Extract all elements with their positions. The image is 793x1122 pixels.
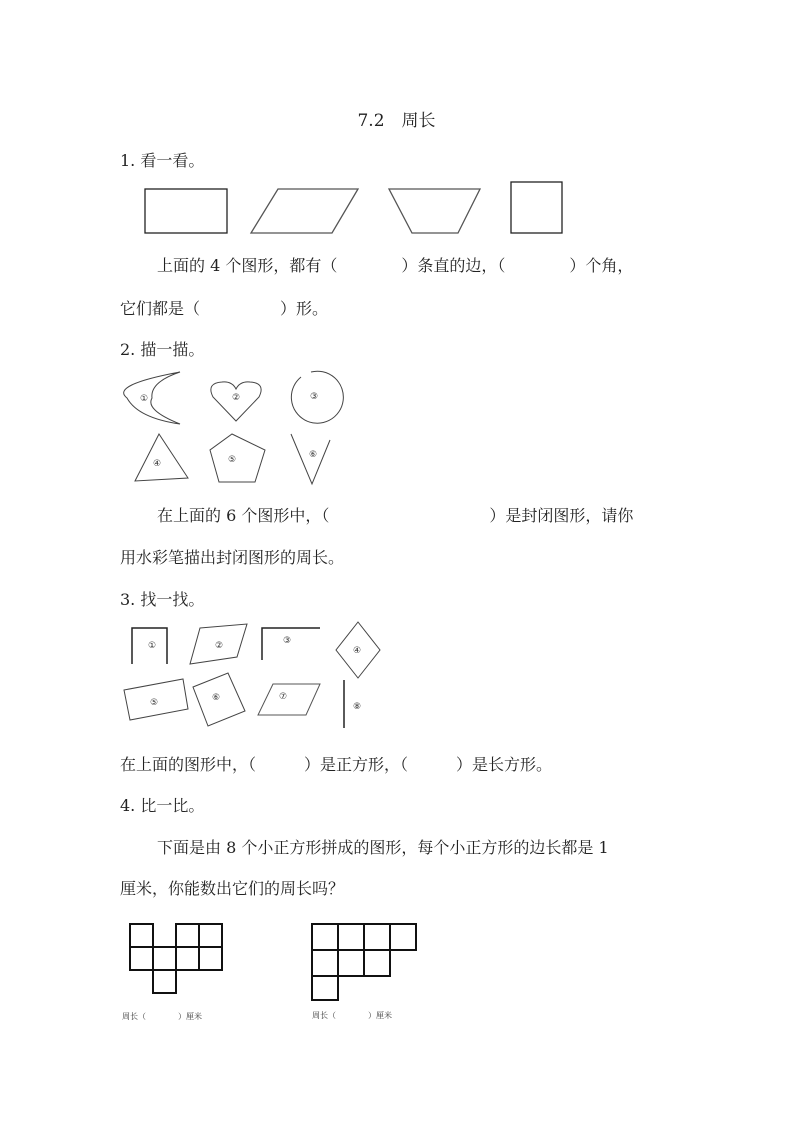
square-shape <box>511 182 562 233</box>
q4-line1: 下面是由 8 个小正方形拼成的图形，每个小正方形的边长都是 1 <box>157 838 609 857</box>
figure-a-caption: 周长（ ）厘米 <box>122 1012 202 1021</box>
page-title: 7.2 周长 <box>357 111 436 131</box>
label-5: ⑤ <box>149 698 159 708</box>
q4-figure-b <box>312 924 416 1000</box>
label-5: ⑤ <box>227 455 237 465</box>
label-3: ③ <box>309 392 319 402</box>
label-3: ③ <box>282 636 292 646</box>
label-1: ① <box>139 394 149 404</box>
label-7: ⑦ <box>278 692 288 702</box>
figure-b-caption: 周长（ ）厘米 <box>312 1011 392 1020</box>
parallelogram-3-shape <box>258 684 320 715</box>
crescent-shape <box>124 372 180 424</box>
q4-heading: 4. 比一比。 <box>120 796 205 815</box>
q3-line1: 在上面的图形中，（ ）是正方形，（ ）是长方形。 <box>120 755 553 774</box>
pentagon-shape <box>210 434 265 482</box>
label-1: ① <box>147 641 157 651</box>
q4-line2: 厘米，你能数出它们的周长吗？ <box>120 879 345 898</box>
q3-heading: 3. 找一找。 <box>120 590 205 609</box>
label-2: ② <box>214 641 224 651</box>
q3-shapes <box>124 622 380 728</box>
parallelogram-shape <box>251 189 358 233</box>
label-4: ④ <box>152 459 162 469</box>
q2-heading: 2. 描一描。 <box>120 340 205 359</box>
q1-heading: 1. 看一看。 <box>120 151 205 170</box>
label-2: ② <box>231 393 241 403</box>
q1-line1: 上面的 4 个图形，都有（ ）条直的边，（ ）个角， <box>157 256 634 275</box>
label-4: ④ <box>352 646 362 656</box>
q2-line1: 在上面的 6 个图形中，（ ）是封闭图形，请你 <box>157 506 634 525</box>
q2-line2: 用水彩笔描出封闭图形的周长。 <box>120 548 345 567</box>
label-8: ⑧ <box>352 702 362 712</box>
label-6: ⑥ <box>211 693 221 703</box>
trapezoid-shape <box>389 189 480 233</box>
label-6: ⑥ <box>308 450 318 460</box>
triangle-shape <box>135 434 188 481</box>
q4-figure-a <box>130 924 222 993</box>
q1-line2: 它们都是（ ）形。 <box>120 299 329 318</box>
rectangle-shape <box>145 189 227 233</box>
